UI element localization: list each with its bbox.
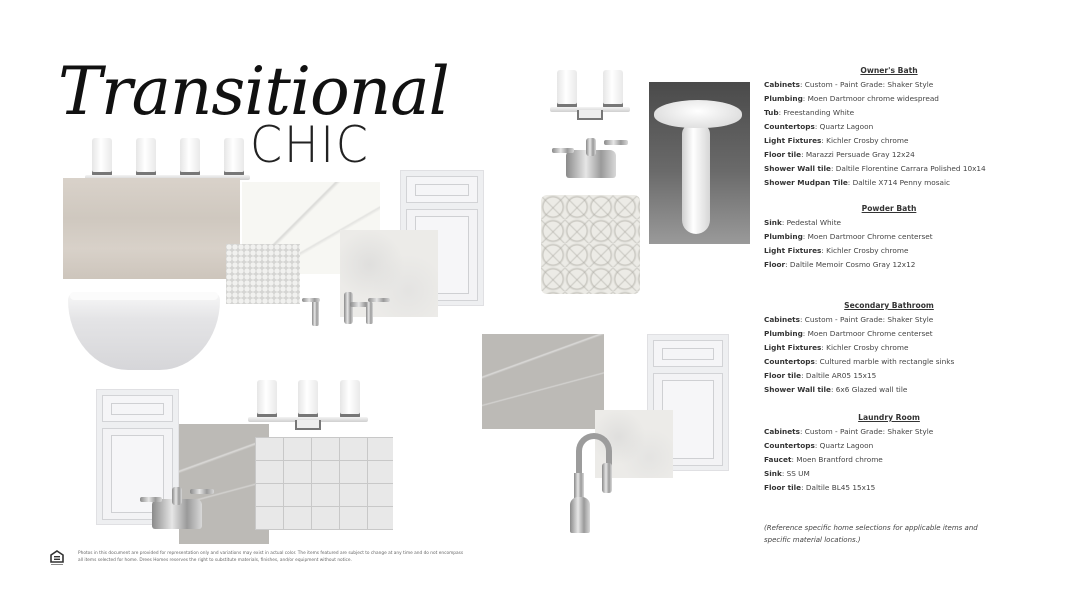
spec-label: Floor tile <box>764 483 802 492</box>
spec-row: Plumbing: Moen Dartmoor Chrome centerset <box>764 232 933 241</box>
gray-porcelain-tile-swatch <box>482 334 604 429</box>
memoir-cosmo-tile-swatch <box>541 195 640 294</box>
spec-value: Moen Dartmoor chrome widespread <box>807 94 939 103</box>
vanity-light-3-image <box>248 372 368 430</box>
spec-label: Tub <box>764 108 779 117</box>
spec-value: Custom - Paint Grade: Shaker Style <box>804 80 934 89</box>
equal-housing-opportunity-icon <box>50 550 64 566</box>
spec-label: Light Fixtures <box>764 246 822 255</box>
spec-label: Countertops <box>764 357 815 366</box>
spec-section-laundry-room <box>764 411 1014 495</box>
spec-section-powder-bath <box>764 202 1014 272</box>
spec-row: Plumbing: Moen Dartmoor Chrome centerset <box>764 329 933 338</box>
spec-row: Floor tile: Daltile BL45 15x15 <box>764 483 876 492</box>
page-subtitle: CHIC <box>250 116 370 174</box>
spec-label: Cabinets <box>764 427 800 436</box>
spec-value: Kichler Crosby chrome <box>826 246 909 255</box>
spec-value: Cultured marble with rectangle sinks <box>819 357 955 366</box>
spec-label: Countertops <box>764 441 815 450</box>
disclaimer-text: Photos in this document are provided for representation only and variations may exist in actual color. The items featured are subject to change at any time and do not encompass all items selected for home. Drees Homes reserves the right to substitute materials, finishes, and/or equipment without notice. <box>78 551 464 563</box>
spec-value: Daltile Florentine Carrara Polished 10x14 <box>835 164 986 173</box>
spec-row: Shower Mudpan Tile: Daltile X714 Penny mosaic <box>764 178 951 187</box>
freestanding-tub-image <box>68 292 220 370</box>
spec-row: Sink: Pedestal White <box>764 218 842 227</box>
spec-value: Marazzi Persuade Gray 12x24 <box>805 150 915 159</box>
centerset-faucet-image <box>552 136 630 186</box>
spec-row: Shower Wall tile: 6x6 Glazed wall tile <box>764 385 908 394</box>
spec-row: Floor tile: Marazzi Persuade Gray 12x24 <box>764 150 915 159</box>
section-heading: Laundry Room <box>858 413 920 422</box>
finish-specifications <box>764 66 1014 495</box>
spec-value: Daltile BL45 15x15 <box>805 483 876 492</box>
spec-value: Freestanding White <box>783 108 855 117</box>
spec-row: Sink: SS UM <box>764 469 810 478</box>
widespread-faucet-image <box>300 290 395 336</box>
spec-label: Cabinets <box>764 315 800 324</box>
spec-value: 6x6 Glazed wall tile <box>835 385 908 394</box>
spec-label: Faucet <box>764 455 792 464</box>
secondary-centerset-faucet-image <box>140 485 216 535</box>
section-heading: Owner's Bath <box>860 66 918 75</box>
glazed-wall-tile-swatch <box>255 437 393 530</box>
spec-label: Floor tile <box>764 371 802 380</box>
spec-value: Quartz Lagoon <box>819 441 874 450</box>
spec-value: Moen Dartmoor Chrome centerset <box>807 329 933 338</box>
spec-row: Floor tile: Daltile AR05 15x15 <box>764 371 877 380</box>
penny-mosaic-swatch <box>226 244 300 304</box>
spec-section-owners-bath <box>764 64 1014 190</box>
spec-value: Pedestal White <box>786 218 842 227</box>
spec-section-secondary-bathroom <box>764 299 1014 397</box>
spec-label: Light Fixtures <box>764 343 822 352</box>
spec-row: Countertops: Quartz Lagoon <box>764 122 874 131</box>
spec-value: Moen Dartmoor Chrome centerset <box>807 232 933 241</box>
spec-label: Plumbing <box>764 329 803 338</box>
spec-row: Tub: Freestanding White <box>764 108 855 117</box>
spec-label: Plumbing <box>764 94 803 103</box>
spec-row: Floor: Daltile Memoir Cosmo Gray 12x12 <box>764 260 916 269</box>
spec-label: Shower Mudpan Tile <box>764 178 848 187</box>
vanity-light-2-image <box>550 66 630 120</box>
spec-value: Daltile Memoir Cosmo Gray 12x12 <box>789 260 916 269</box>
spec-row: Shower Wall tile: Daltile Florentine Carrara Polished 10x14 <box>764 164 986 173</box>
spec-value: Custom - Paint Grade: Shaker Style <box>804 427 934 436</box>
spec-value: Daltile X714 Penny mosaic <box>852 178 951 187</box>
spec-row: Countertops: Cultured marble with rectangle sinks <box>764 357 955 366</box>
spec-row: Light Fixtures: Kichler Crosby chrome <box>764 343 909 352</box>
spec-row: Cabinets: Custom - Paint Grade: Shaker Style <box>764 315 934 324</box>
spec-label: Sink <box>764 218 782 227</box>
section-heading: Powder Bath <box>861 204 917 213</box>
spec-label: Sink <box>764 469 782 478</box>
spec-value: Custom - Paint Grade: Shaker Style <box>804 315 934 324</box>
spec-row: Countertops: Quartz Lagoon <box>764 441 874 450</box>
pedestal-sink-image <box>649 82 750 244</box>
wood-cabinet-swatch <box>63 178 240 279</box>
spec-value: SS UM <box>786 469 810 478</box>
spec-label: Floor <box>764 260 786 269</box>
spec-label: Cabinets <box>764 80 800 89</box>
section-heading: Secondary Bathroom <box>844 301 934 310</box>
spec-label: Countertops <box>764 122 815 131</box>
spec-row: Faucet: Moen Brantford chrome <box>764 455 883 464</box>
spec-label: Floor tile <box>764 150 802 159</box>
spec-label: Light Fixtures <box>764 136 822 145</box>
pulldown-kitchen-faucet-image <box>570 433 620 533</box>
spec-label: Shower Wall tile <box>764 385 831 394</box>
spec-row: Cabinets: Custom - Paint Grade: Shaker Style <box>764 427 934 436</box>
spec-label: Shower Wall tile <box>764 164 831 173</box>
spec-value: Moen Brantford chrome <box>796 455 883 464</box>
spec-value: Daltile AR05 15x15 <box>805 371 877 380</box>
spec-row: Plumbing: Moen Dartmoor chrome widespread <box>764 94 939 103</box>
spec-label: Plumbing <box>764 232 803 241</box>
spec-row: Light Fixtures: Kichler Crosby chrome <box>764 246 909 255</box>
spec-row: Light Fixtures: Kichler Crosby chrome <box>764 136 909 145</box>
reference-note: (Reference specific home selections for applicable items and specific material locations.) <box>764 524 978 544</box>
page-title: Transitional <box>58 53 449 130</box>
spec-value: Quartz Lagoon <box>819 122 874 131</box>
spec-row: Cabinets: Custom - Paint Grade: Shaker Style <box>764 80 934 89</box>
spec-value: Kichler Crosby chrome <box>826 343 909 352</box>
spec-value: Kichler Crosby chrome <box>826 136 909 145</box>
